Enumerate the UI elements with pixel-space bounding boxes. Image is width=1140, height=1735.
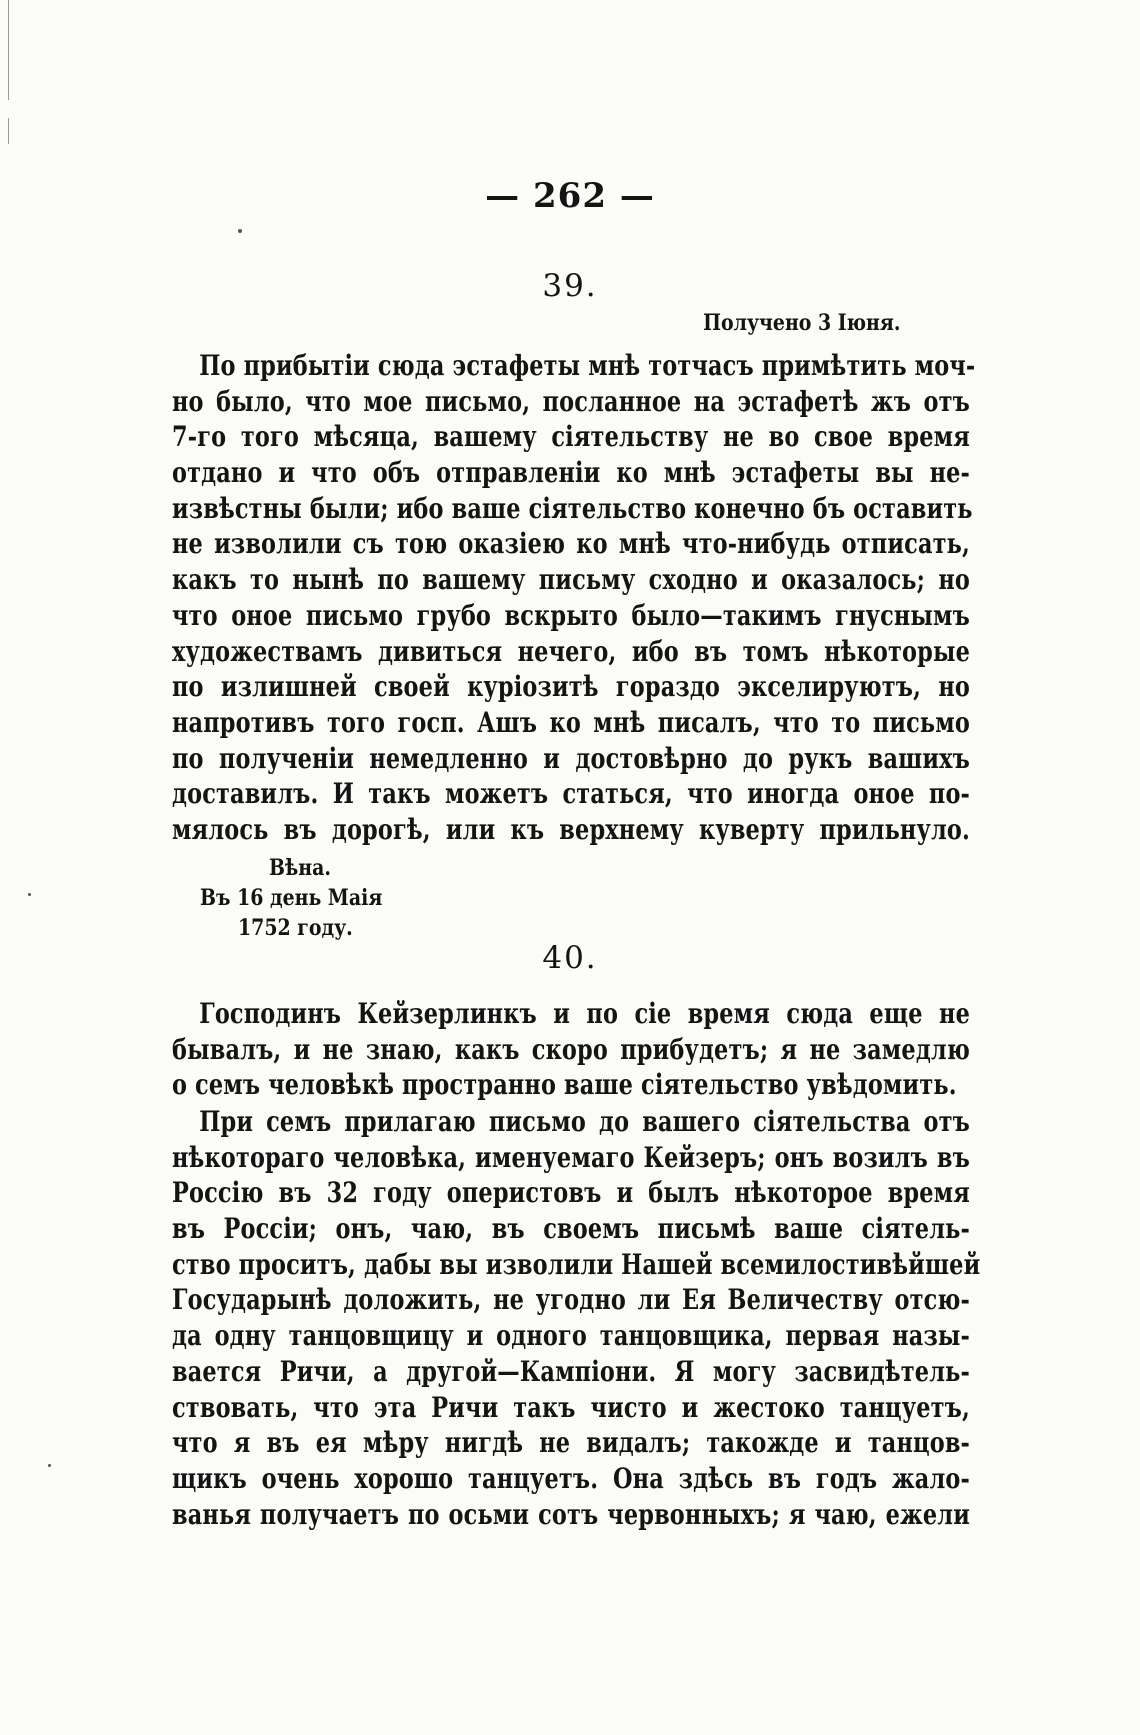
text-line: бывалъ, и не знаю, какъ скоро прибудетъ; я не замедлю [172,1032,970,1066]
text-line: При семъ прилагаю письмо до вашего сіятельства отъ [199,1105,970,1138]
text-line: что оное письмо грубо вскрыто было—такимъ гнуснымъ [172,598,970,632]
text-line: не изволили съ тою оказіею ко мнѣ что-нибудь отписать, [172,527,970,561]
text-line: вается Ричи, а другой—Кампіони. Я могу засвидѣтель- [172,1354,970,1388]
scan-speck [238,229,242,233]
text-line: о семъ человѣкѣ пространно ваше сіятельство увѣдомить. [172,1068,957,1102]
text-line: какъ то нынѣ по вашему письму сходно и оказалось; но [172,563,970,597]
signature-year: 1752 году. [238,915,353,941]
text-line: что я въ ея мѣру нигдѣ не видалъ; такожде и танцов- [172,1426,970,1460]
text-line: по полученіи немедленно и достовѣрно до рукъ вашихъ [172,741,970,775]
text-line: напротивъ того госп. Ашъ ко мнѣ писалъ, что то письмо [172,705,970,739]
text-line: ство проситъ, дабы вы изволили Нашей всемилостивѣйшей [172,1247,981,1281]
signature-place: Вѣна. [269,855,332,881]
received-date: Получено 3 Іюня. [702,310,900,336]
text-line: но было, что мое письмо, посланное на эстафетѣ жъ отъ [172,384,970,418]
scan-speck [48,1464,51,1467]
text-line: Государынѣ доложить, не угодно ли Ея Величеству отсю- [172,1283,970,1317]
text-line: ствовать, что эта Ричи такъ чисто и жестоко танцуетъ, [172,1390,970,1424]
text-line: мялось въ дорогѣ, или къ верхнему куверту прильнуло. [172,812,970,846]
text-line: нѣкотораго человѣка, именуемаго Кейзеръ; онъ возилъ въ [172,1140,970,1174]
text-line: да одну танцовщицу и одного танцовщика, первая назы- [172,1319,970,1353]
letter-39-body [172,348,976,848]
letter-40-paragraph-1 [172,996,970,1103]
text-line: ванья получаетъ по осьми сотъ червонныхъ; я чаю, ежели [172,1497,970,1531]
scan-edge-line [8,118,9,144]
text-line: въ Россіи; онъ, чаю, въ своемъ письмѣ ваше сіятель- [172,1212,970,1246]
scan-speck [28,893,31,896]
letter-number: 40. [542,940,598,976]
text-line: Господинъ Кейзерлинкъ и по сіе время сюда еще не [199,997,970,1030]
text-line: 7-го того мѣсяца, вашему сіятельству не во свое время [172,420,970,454]
text-line: отдано и что объ отправленіи ко мнѣ эстафеты вы не- [172,456,970,490]
text-line: щикъ очень хорошо танцуетъ. Она здѣсь въ годъ жало- [172,1461,970,1495]
letter-40-paragraph-2 [172,1104,981,1532]
text-line: Россію въ 32 году оперистовъ и былъ нѣкоторое время [172,1176,970,1210]
text-line: извѣстны были; ибо ваше сіятельство конечно бъ оставить [172,491,973,525]
text-line: По прибытіи сюда эстафеты мнѣ тотчасъ примѣтить моч- [199,349,976,382]
scan-edge-line [8,0,9,100]
text-line: по излишней своей куріозитѣ гораздо экселируютъ, но [172,670,970,704]
text-line: художествамъ дивиться нечего, ибо въ томъ нѣкоторые [172,634,970,668]
text-line: доставилъ. И такъ можетъ статься, что иногда оное по- [172,777,970,811]
page-number: — 262 — [485,176,655,216]
letter-number: 39. [542,268,598,304]
signature-date: Въ 16 день Маія [200,885,383,911]
